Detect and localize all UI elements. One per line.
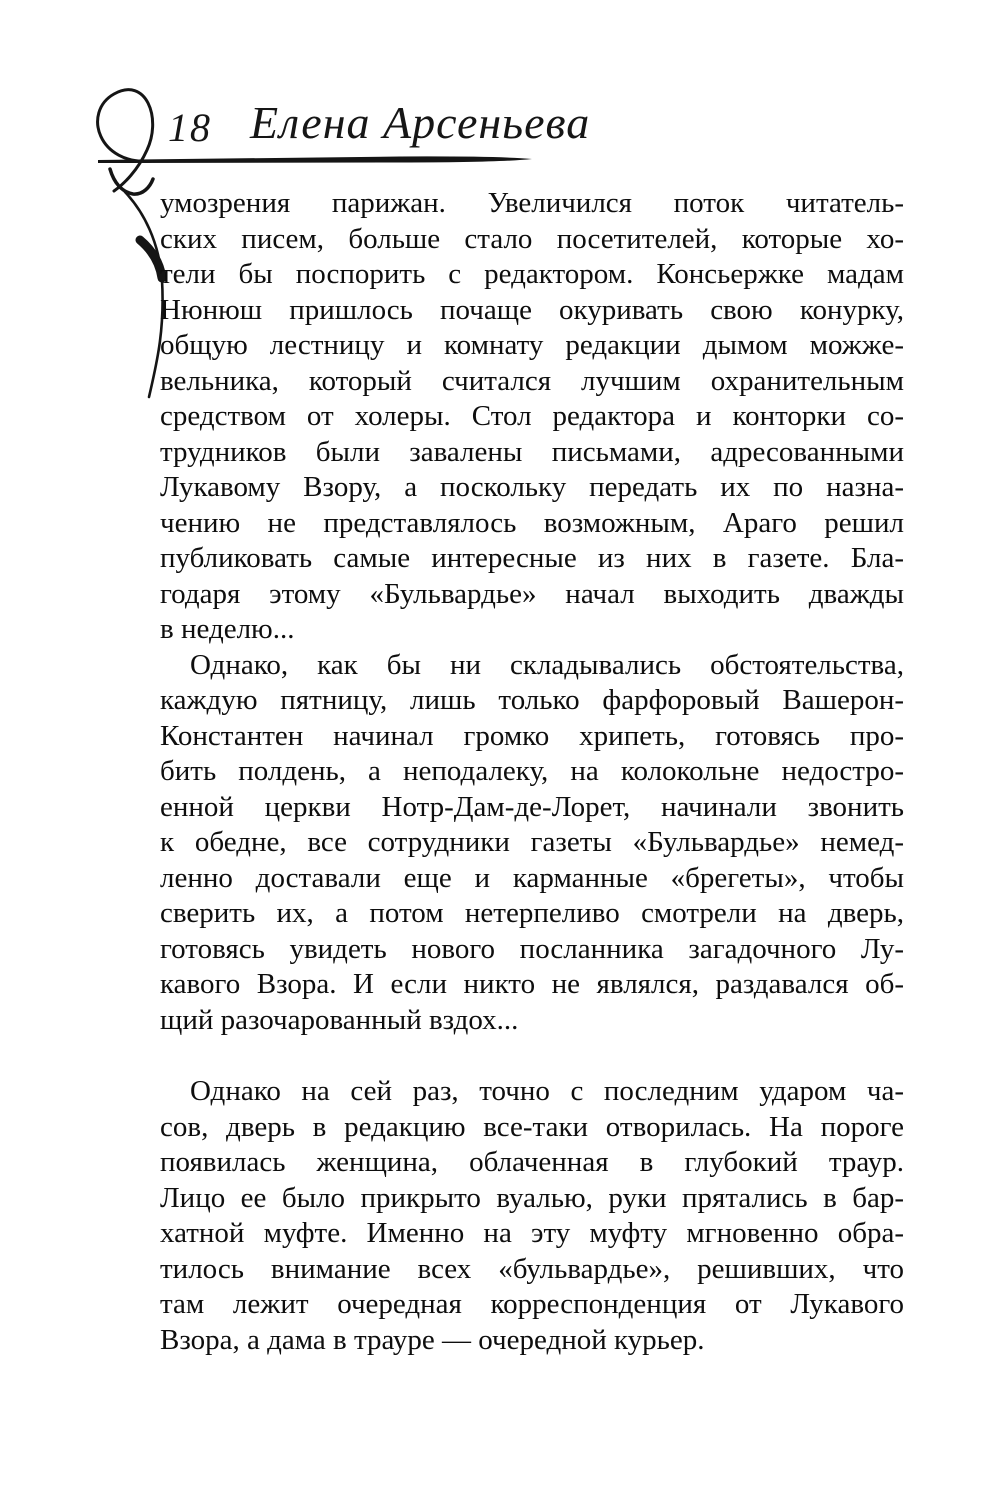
text-line: Однако на сей раз, точно с последним ударом ча-	[190, 1075, 904, 1107]
paragraph	[160, 186, 904, 648]
text-line: в неделю...	[160, 613, 295, 645]
text-line: бить полдень, а неподалеку, на колокольне недостро-	[160, 755, 904, 787]
text-line: умозрения парижан. Увеличился поток читатель-	[160, 187, 904, 219]
text-line: ских писем, больше стало посетителей, которые хо-	[160, 222, 904, 255]
text-line: Лицо ее было прикрыто вуалью, руки прятались в бар-	[160, 1181, 904, 1214]
text-line: каждую пятницу, лишь только фарфоровый Вашерон-	[160, 684, 904, 716]
text-line: Однако, как бы ни складывались обстоятельства,	[190, 648, 904, 681]
text-line: Взора, а дама в трауре — очередной курьер.	[160, 1323, 705, 1356]
text-line: вельника, который считался лучшим охранительным	[160, 364, 904, 397]
text-line: появилась женщина, облаченная в глубокий траур.	[160, 1146, 904, 1178]
text-line: средством от холеры. Стол редактора и конторки со-	[160, 400, 904, 432]
page-text	[160, 186, 904, 1358]
text-line: сверить их, а потом нетерпеливо смотрели на дверь,	[160, 897, 904, 929]
text-line: Нюнюш пришлось почаще окуривать свою конурку,	[160, 293, 904, 326]
text-line: Лукавому Взору, а поскольку передать их по назна-	[160, 471, 904, 503]
header-underline	[98, 156, 532, 163]
text-line: ленно доставали еще и карманные «брегеты», чтобы	[160, 861, 904, 894]
text-line: хатной муфте. Именно на эту муфту мгновенно обра-	[160, 1217, 904, 1249]
running-header-author: Елена Арсеньева	[250, 97, 591, 148]
paragraph	[160, 1074, 904, 1358]
text-line: тели бы поспорить с редактором. Консьержке мадам	[160, 258, 904, 290]
page-number: 18	[168, 105, 212, 150]
paragraph	[160, 648, 904, 1039]
text-line: к обедне, все сотрудники газеты «Бульвардье» немед-	[160, 826, 904, 858]
text-line: годаря этому «Бульвардье» начал выходить дважды	[160, 577, 904, 610]
text-line: кавого Взора. И если никто не являлся, раздавался об-	[160, 968, 904, 1000]
text-line: щий разочарованный вздох...	[160, 1003, 519, 1036]
text-line: готовясь увидеть нового посланника загадочного Лу-	[160, 932, 904, 965]
text-line: сов, дверь в редакцию все-таки отворилась. На пороге	[160, 1110, 904, 1143]
text-line: публиковать самые интересные из них в газете. Бла-	[160, 542, 904, 574]
text-line: тилось внимание всех «бульвардье», решивших, что	[160, 1252, 904, 1285]
text-line: чению не представлялось возможным, Араго решил	[160, 506, 904, 539]
text-line: енной церкви Нотр-Дам-де-Лорет, начинали звонить	[160, 790, 904, 823]
text-line: общую лестницу и комнату редакции дымом можже-	[160, 329, 904, 361]
text-line: трудников были завалены письмами, адресованными	[160, 435, 904, 468]
text-line: Константен начинал громко хрипеть, готовясь про-	[160, 719, 904, 752]
text-line: там лежит очередная корреспонденция от Лукавого	[160, 1288, 904, 1320]
